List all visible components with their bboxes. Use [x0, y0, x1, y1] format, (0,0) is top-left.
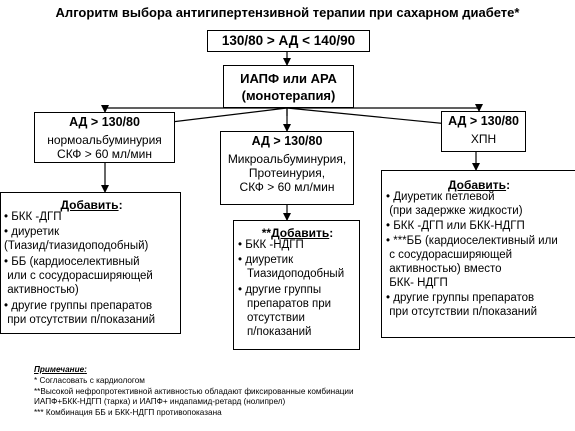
- add-right-heading: Добавить: [447, 178, 507, 192]
- bullet-icon: •: [386, 191, 391, 203]
- monotherapy-line1: ИАПФ или АРА: [240, 71, 337, 86]
- note-line: **Высокой нефропротективной активностью обладают фиксированные комбинации: [34, 387, 354, 396]
- bullet-icon: •: [238, 254, 243, 266]
- branch-left-line2: нормоальбуминурия: [47, 133, 162, 147]
- list-item: при отсутствии п/показаний: [4, 314, 155, 326]
- list-item: ББ (кардиоселективный: [11, 256, 140, 268]
- add-mid-heading: Добавить: [271, 226, 330, 240]
- list-item: активностью) вместо: [386, 263, 502, 275]
- add-left-heading: Добавить: [60, 198, 119, 212]
- branch-left-line3: СКФ > 60 мл/мин: [57, 147, 152, 161]
- note-line: ИАПФ+БКК-НДГП (тарка) и ИАПФ+ индапамид-ретард (нолипрел): [34, 397, 286, 406]
- list-item: п/показаний: [247, 326, 312, 338]
- list-item: препаратов при: [247, 298, 332, 310]
- list-item: с сосудорасширяющей: [386, 249, 513, 261]
- bullet-icon: •: [386, 292, 391, 304]
- bullet-icon: •: [4, 300, 9, 312]
- list-item: Диуретик петлевой: [393, 191, 495, 203]
- list-item: БКК -НДГП: [245, 239, 304, 251]
- list-item: при отсутствии п/показаний: [386, 306, 537, 318]
- monotherapy-line2: (монотерапия): [241, 88, 336, 103]
- list-item: или с сосудорасширяющей: [4, 270, 153, 282]
- bullet-icon: •: [4, 211, 9, 223]
- list-item: другие группы препаратов: [393, 292, 535, 304]
- add-box-left: Добавить: • БКК -ДГП • диуретик (Тиазид/тиазидоподобный) • ББ (кардиоселективный или с сосудорасширяющей активностью) • другие группы препаратов при отсутствии п/показаний: [0, 192, 181, 334]
- branch-mid-line3: Протеинурия,: [248, 166, 326, 180]
- bullet-icon: •: [4, 256, 9, 268]
- notes-heading: Примечание:: [34, 365, 87, 374]
- list-item: отсутствии: [247, 312, 305, 324]
- list-item: диуретик: [245, 254, 294, 266]
- bp-range-box: [207, 30, 370, 52]
- page-title: Алгоритм выбора антигипертензивной терапии при сахарном диабете*: [55, 5, 520, 20]
- list-item: диуретик: [11, 226, 60, 238]
- add-box-middle: **Добавить: • БКК -НДГП • диуретик Тиазидоподобный • другие группы препаратов при отсутствии п/показаний: [233, 220, 360, 350]
- list-item: БКК -ДГП: [11, 211, 62, 223]
- add-box-right: Добавить: • Диуретик петлевой (при задержке жидкости) • БКК -ДГП или БКК-НДГП • ***ББ (кардиоселективный или с сосудорасширяющей активностью) вместо БКК- НДГП • другие группы препаратов при отсутствии п/показаний: [381, 170, 575, 338]
- branch-right-line2: ХПН: [470, 132, 497, 146]
- branch-mid-head: АД > 130/80: [251, 134, 323, 148]
- bp-range-text: 130/80 > АД < 140/90: [221, 33, 356, 48]
- branch-mid-line2: Микроальбуминурия,: [227, 152, 347, 166]
- list-item: БКК- НДГП: [386, 277, 448, 289]
- list-item: (при задержке жидкости): [386, 205, 523, 217]
- note-line: * Согласовать с кардиологом: [34, 376, 145, 385]
- branch-box-ckd: [441, 111, 526, 152]
- bullet-icon: •: [4, 226, 9, 238]
- bullet-icon: •: [386, 235, 391, 247]
- list-item: ***ББ (кардиоселективный или: [393, 235, 558, 247]
- branch-box-normoalbuminuria: [34, 112, 175, 163]
- branch-mid-line4: СКФ > 60 мл/мин: [239, 180, 335, 194]
- add-mid-prefix: **: [261, 226, 272, 240]
- branch-box-microalbuminuria: [220, 131, 354, 205]
- list-item: другие группы: [245, 284, 322, 296]
- bullet-icon: •: [386, 220, 391, 232]
- branch-right-head: АД > 130/80: [448, 114, 519, 128]
- bullet-icon: •: [238, 239, 243, 251]
- list-item: БКК -ДГП или БКК-НДГП: [393, 220, 525, 232]
- list-item: (Тиазид/тиазидоподобный): [4, 240, 149, 252]
- monotherapy-box: [223, 65, 354, 108]
- note-line: *** Комбинация ББ и БКК-НДГП противопоказана: [34, 408, 222, 417]
- list-item: Тиазидоподобный: [247, 268, 345, 280]
- list-item: другие группы препаратов: [11, 300, 153, 312]
- branch-left-head: АД > 130/80: [69, 115, 140, 129]
- list-item: активностью): [4, 284, 79, 296]
- bullet-icon: •: [238, 284, 243, 296]
